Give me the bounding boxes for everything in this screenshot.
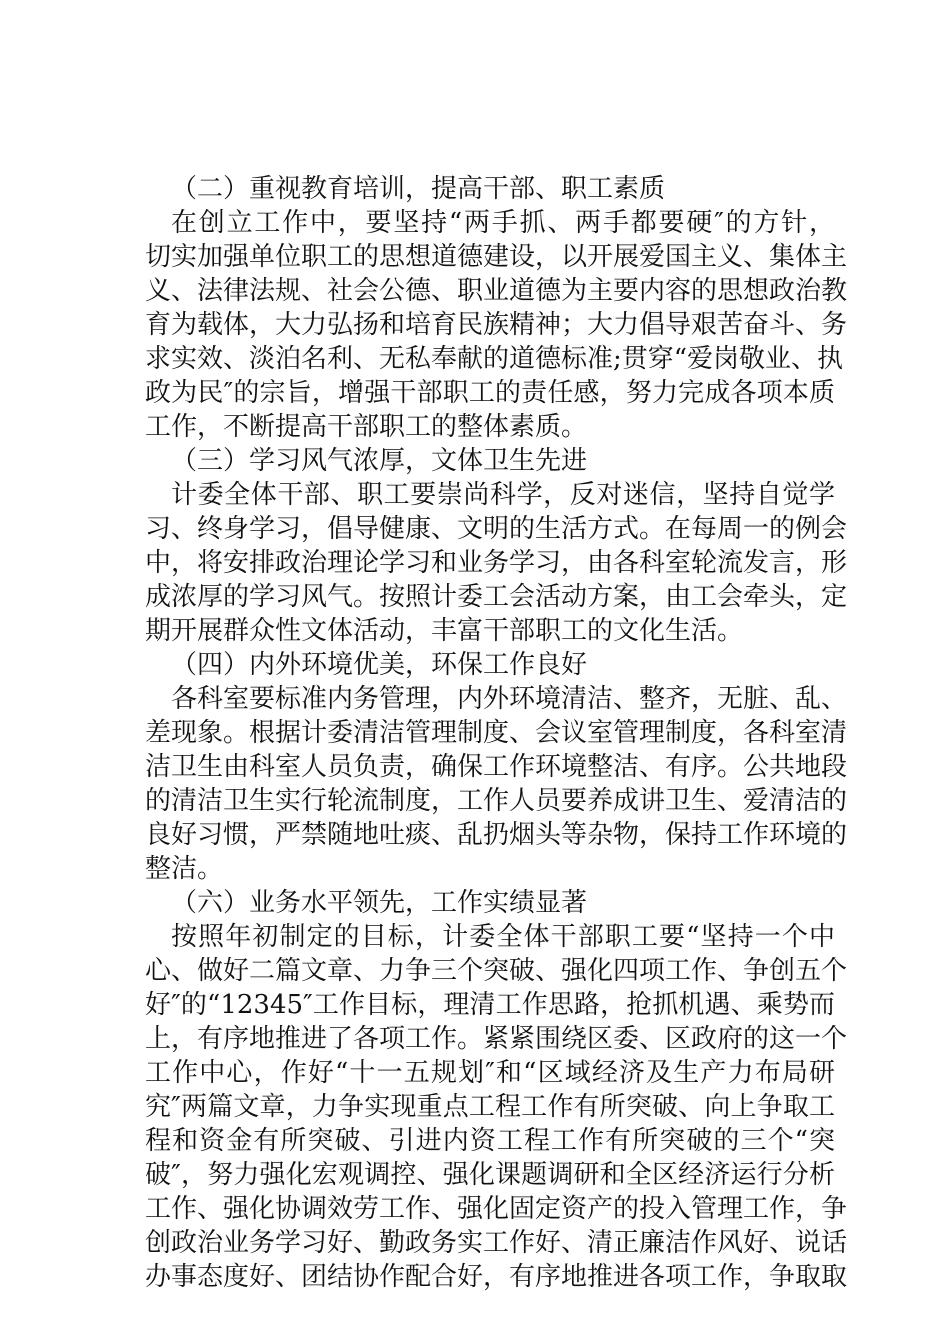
paragraph-line: 成浓厚的学习风气。按照计委工会活动方案，由工会牵头，定 — [145, 582, 848, 612]
section-heading-2: （二）重视教育培训，提高干部、职工素质 — [171, 174, 666, 204]
paragraph-line: 心、做好二篇文章、力争三个突破、强化四项工作、争创五个 — [145, 956, 848, 986]
paragraph-line: 习、终身学习，倡导健康、文明的生活方式。在每周一的例会 — [145, 514, 848, 544]
section-heading-3: （三）学习风气浓厚，文体卫生先进 — [171, 446, 588, 476]
paragraph-line: 各科室要标准内务管理，内外环境清洁、整齐，无脏、乱、 — [171, 684, 848, 714]
paragraph-line: 期开展群众性文体活动，丰富干部职工的文化生活。 — [145, 616, 744, 646]
paragraph-line: 整洁。 — [145, 854, 224, 884]
paragraph-line: 究″两篇文章，力争实现重点工程工作有所突破、向上争取工 — [145, 1092, 835, 1122]
paragraph-line: 育为载体，大力弘扬和培育民族精神；大力倡导艰苦奋斗、务 — [145, 310, 848, 340]
paragraph-line: 好″的“12345″工作目标，理清工作思路，抢抓机遇、乘势而 — [145, 990, 835, 1020]
paragraph-line: 按照年初制定的目标，计委全体干部职工要“坚持一个中 — [171, 922, 835, 952]
paragraph-line: 良好习惯，严禁随地吐痰、乱扔烟头等杂物，保持工作环境的 — [145, 820, 848, 850]
paragraph-line: 上，有序地推进了各项工作。紧紧围绕区委、区政府的这一个 — [145, 1024, 848, 1054]
document-body — [145, 172, 848, 1294]
paragraph-line: 的清洁卫生实行轮流制度，工作人员要养成讲卫生、爱清洁的 — [145, 786, 848, 816]
paragraph-line: 洁卫生由科室人员负责，确保工作环境整洁、有序。公共地段 — [145, 752, 848, 782]
paragraph-line: 政为民″的宗旨，增强干部职工的责任感，努力完成各项本质 — [145, 378, 835, 408]
section-heading-6: （六）业务水平领先，工作实绩显著 — [171, 888, 588, 918]
section-heading-4: （四）内外环境优美，环保工作良好 — [171, 650, 588, 680]
paragraph-line: 工作、强化协调效劳工作、强化固定资产的投入管理工作，争 — [145, 1194, 848, 1224]
paragraph-line: 差现象。根据计委清洁管理制度、会议室管理制度，各科室清 — [145, 718, 848, 748]
paragraph-line: 办事态度好、团结协作配合好，有序地推进各项工作，争取取 — [145, 1262, 848, 1292]
paragraph-line: 在创立工作中，要坚持“两手抓、两手都要硬″的方针， — [171, 208, 835, 238]
paragraph-line: 中，将安排政治理论学习和业务学习，由各科室轮流发言，形 — [145, 548, 848, 578]
paragraph-line: 工作，不断提高干部职工的整体素质。 — [145, 412, 588, 442]
paragraph-line: 切实加强单位职工的思想道德建设，以开展爱国主义、集体主 — [145, 242, 848, 272]
paragraph-line: 义、法律法规、社会公德、职业道德为主要内容的思想政治教 — [145, 276, 848, 306]
paragraph-line: 求实效、淡泊名利、无私奉献的道德标准;贯穿“爱岗敬业、执 — [145, 344, 844, 374]
paragraph-line: 计委全体干部、职工要崇尚科学，反对迷信，坚持自觉学 — [171, 480, 835, 510]
paragraph-line: 工作中心，作好“十一五规划″和“区域经济及生产力布局研 — [145, 1058, 835, 1088]
paragraph-line: 程和资金有所突破、引进内资工程工作有所突破的三个“突 — [145, 1126, 835, 1156]
paragraph-line: 破″，努力强化宏观调控、强化课题调研和全区经济运行分析 — [145, 1160, 835, 1190]
paragraph-line: 创政治业务学习好、勤政务实工作好、清正廉洁作风好、说话 — [145, 1228, 848, 1258]
